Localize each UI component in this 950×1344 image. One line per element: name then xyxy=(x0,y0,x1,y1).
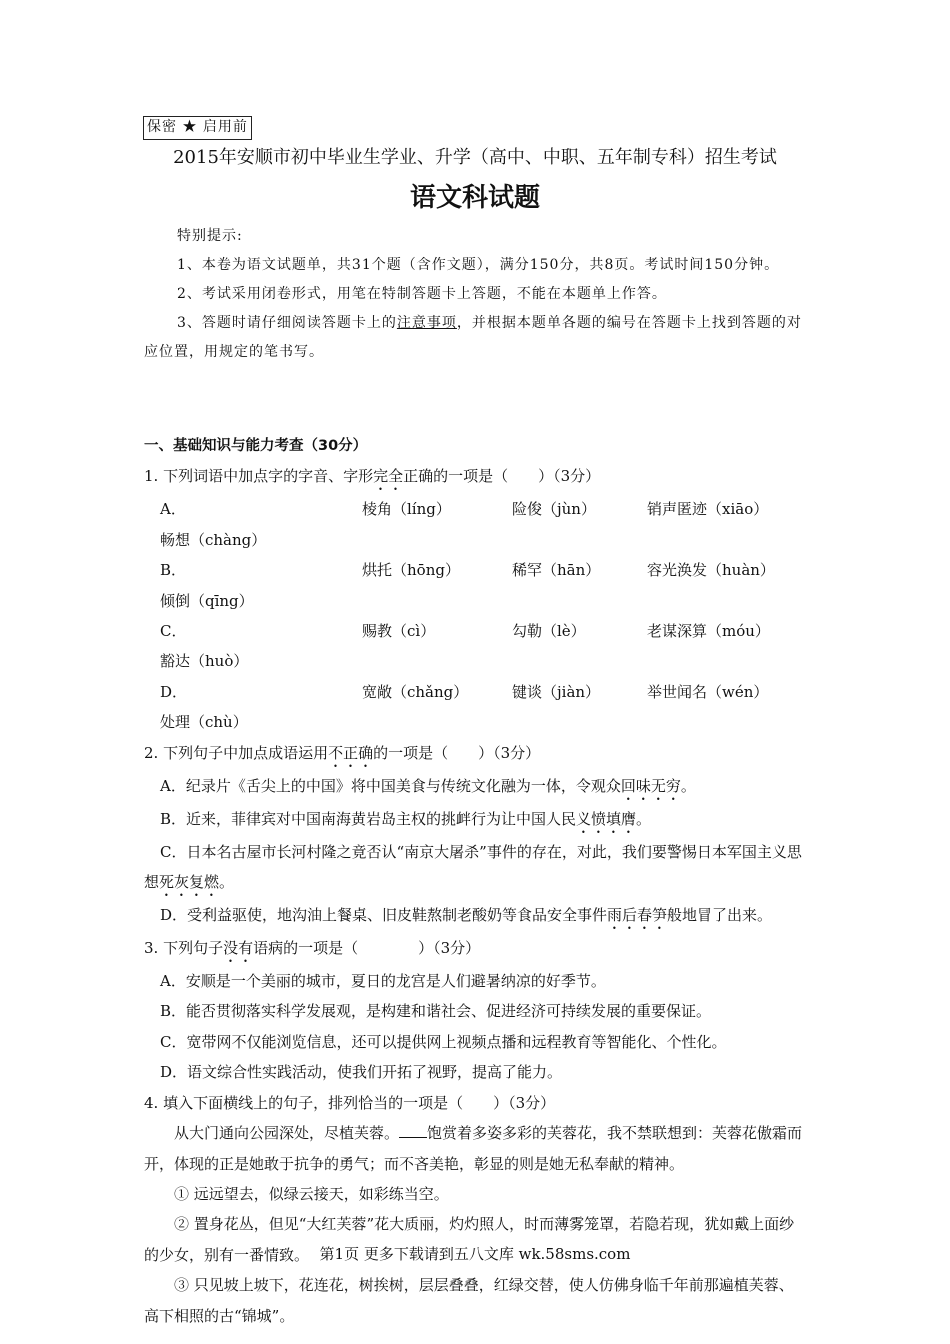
q4-sentence-1: ① 远远望去，似绿云接天，如彩练当空。 xyxy=(174,1184,449,1203)
notes-item-1: 1、本卷为语文试题单，共31个题（含作文题），满分150分，共8页。考试时间150分钟。 xyxy=(177,257,780,273)
q2-option-a: A．纪录片《舌尖上的中国》将中国美食与传统文化融为一体，令观众回味无穷。 xyxy=(160,776,696,795)
q2-d-idiom: 雨后春笋 xyxy=(607,906,668,925)
q2-option-d: D．受利益驱使，地沟油上餐桌、旧皮鞋熬制老酸奶等食品安全事件雨后春笋般地冒了出来。 xyxy=(160,906,773,925)
q1-stem-b: 正确的一项是（ ）（3分） xyxy=(403,467,601,486)
confidential-label: 保密 ★ 启用前 xyxy=(143,116,252,140)
q3-option-b: B．能否贯彻落实科学发展观，是构建和谐社会、促进经济可持续发展的重要保证。 xyxy=(160,1002,712,1021)
special-notes xyxy=(144,222,808,367)
q1-options xyxy=(144,494,808,737)
q1-option-c xyxy=(160,616,808,677)
q3-stem-dotted: 没有 xyxy=(223,939,254,958)
q2-c-idiom: 死灰复燃 xyxy=(159,873,220,892)
questions xyxy=(144,431,808,1331)
q3-option-a: A．安顺是一个美丽的城市，夏日的龙宫是人们避暑纳凉的好季节。 xyxy=(160,972,606,991)
q1-a-word-2: 棱角（líng） xyxy=(362,500,451,519)
q2-a-idiom: 回味无穷 xyxy=(620,776,681,795)
notes-item-3 xyxy=(144,309,808,367)
q1-d-word-2: 宽敞（chǎng） xyxy=(362,682,469,701)
q4-sentence-2: ② 置身花丛，但见“大红芙蓉”花大质丽，灼灼照人，时而薄雾笼罩，若隐若现，犹如戴上面纱的少女，别有一番情致。 xyxy=(144,1215,795,1264)
q2-stem-dotted: 不正确 xyxy=(328,743,374,762)
q2-stem-a: 2. 下列句子中加点成语运用 xyxy=(144,743,329,762)
q1-option-a xyxy=(160,494,808,555)
q1-option-d xyxy=(160,677,808,738)
q1-d-word-4: 举世闻名（wén） xyxy=(647,682,769,701)
subject-title: 语文科试题 xyxy=(409,183,540,213)
q2-option-c: C．日本名古屋市长河村隆之竟否认“南京大屠杀”事件的存在，对此，我们要警惕日本军国主义思想死灰复燃。 xyxy=(144,842,802,892)
q1-c-word-2: 赐教（cì） xyxy=(362,622,436,641)
q2-stem-b: 的一项是（ ）（3分） xyxy=(373,743,541,762)
q4-fill-blank xyxy=(399,1123,427,1138)
q1-b-word-4: 容光涣发（huàn） xyxy=(647,561,775,580)
q1-d-word-3: 键谈（jiàn） xyxy=(512,682,601,701)
q1-option-b xyxy=(160,555,808,616)
q4-passage: 从大门通向公园深处，尽植芙蓉。 饱赏着多姿多彩的芙蓉花，我不禁联想到：芙蓉花傲霜而开，体现的正是她敢于抗争的勇气；而不吝美艳，彰显的则是她无私奉献的精神。 xyxy=(144,1124,803,1173)
q1-b-word-2: 烘托（hōng） xyxy=(362,561,460,580)
notes-item-3-underlined: 注意事项 xyxy=(396,315,457,331)
notes-item-3-before: 3、答题时请仔细阅读答题卡上的 xyxy=(177,315,397,331)
q1-a-word-1: A． 畅想（chàng） xyxy=(160,500,267,549)
q1-c-word-1: C． 豁达（huò） xyxy=(160,622,249,671)
q4-sentence-3: ③ 只见坡上坡下，花连花，树挨树，层层叠叠，红绿交替，使人仿佛身临千年前那遍植芙蓉、高下相照的古“锦城”。 xyxy=(144,1276,794,1325)
page-footer: 第1页 更多下载请到五八文库 wk.58sms.com xyxy=(319,1245,631,1263)
q1-stem xyxy=(144,461,808,494)
q1-d-word-1: D． 处理（chù） xyxy=(160,682,248,732)
q3-option-d: D．语文综合性实践活动，使我们开拓了视野，提高了能力。 xyxy=(160,1063,563,1082)
q1-a-word-4: 销声匿迹（xiāo） xyxy=(647,500,769,519)
q2-stem xyxy=(144,738,808,771)
q3-stem-a: 3. 下列句子 xyxy=(144,939,224,958)
notes-heading: 特别提示: xyxy=(177,228,243,244)
q1-stem-a: 1. 下列词语中加点字的字音、字形 xyxy=(144,467,374,486)
notes-item-3-after: ，并根据本题单各题的编号在答题卡上找到答题的对应位置，用规定的笔书写。 xyxy=(144,315,802,360)
q1-b-word-1: B． 倾倒（qīng） xyxy=(160,561,254,610)
notes-item-2: 2、考试采用闭卷形式，用笔在特制答题卡上答题，不能在本题单上作答。 xyxy=(177,286,667,302)
q2-option-b: B．近来，菲律宾对中国南海黄岩岛主权的挑衅行为让中国人民义愤填膺。 xyxy=(160,809,652,828)
q1-a-word-3: 险俊（jùn） xyxy=(512,500,596,519)
q1-stem-dotted: 完全 xyxy=(373,467,404,486)
q1-c-word-4: 老谋深算（móu） xyxy=(647,622,770,641)
exam-title: 2015年安顺市初中毕业生学业、升学（高中、中职、五年制专科）招生考试 xyxy=(173,147,777,168)
section-1-title: 一、基础知识与能力考查（30分） xyxy=(144,438,368,454)
q1-c-word-3: 勾勒（lè） xyxy=(512,622,586,641)
q1-b-word-3: 稀罕（hān） xyxy=(512,561,601,580)
q3-option-c: C．宽带网不仅能浏览信息，还可以提供网上视频点播和远程教育等智能化、个性化。 xyxy=(160,1032,727,1051)
q3-stem xyxy=(144,933,808,966)
q3-stem-b: 语病的一项是（ ）（3分） xyxy=(253,939,481,958)
q2-b-idiom: 义愤填膺 xyxy=(576,809,637,828)
q4-stem: 4. 填入下面横线上的句子，排列恰当的一项是（ ）（3分） xyxy=(144,1093,556,1112)
